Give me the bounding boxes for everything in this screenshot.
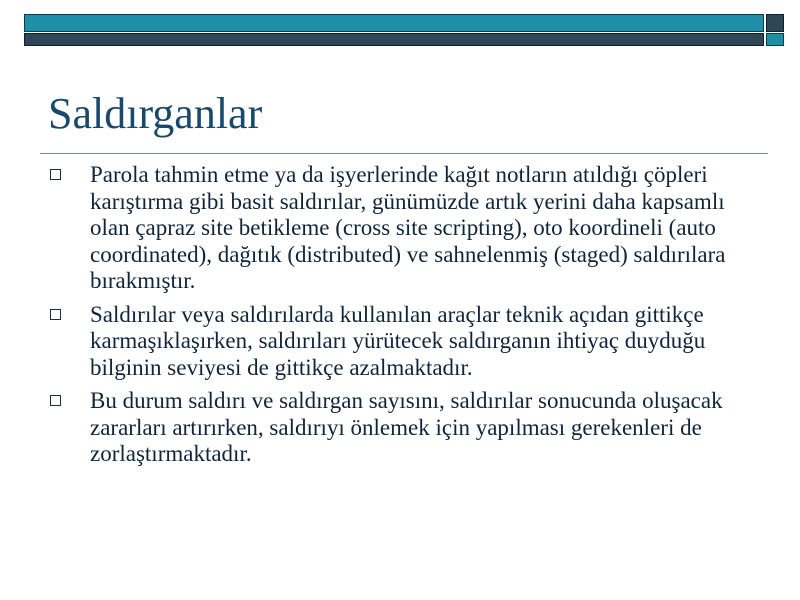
bullet-item-1 [50,162,760,295]
title-divider [40,153,768,154]
bullet-text-3: Bu durum saldırı ve saldırgan sayısını, saldırılar sonucunda oluşacak zararları artırırken, saldırıyı önlemek için yapılması gerekenleri de zorlaştırmaktadır. [90,388,723,466]
hollow-square-bullet-icon [50,395,61,406]
hollow-square-bullet-icon [50,309,61,320]
bullet-list [50,162,760,475]
header-square-slate [766,14,784,32]
bullet-text-2: Saldırılar veya saldırılarda kullanılan araçlar teknik açıdan gittikçe karmaşıklaşırken, saldırıları yürütecek saldırganın ihtiyaç duyduğu bilginin seviyesi de gittikçe azalmaktadır. [90,301,706,380]
slide-title: Saldırganlar [48,89,263,138]
header-bar-slate [24,33,764,46]
header-square-teal [766,33,784,46]
hollow-square-bullet-icon [50,169,61,180]
bullet-text-1: Parola tahmin etme ya da işyerlerinde kağıt notların atıldığı çöpleri karıştırma gibi basit saldırılar, günümüzde artık yerini daha kapsamlı olan çapraz site betikleme (cross site scripting), oto koordineli (auto coordinated), dağıtık (distributed) ve sahnelenmiş (staged) saldırılara bırakmıştır. [90,162,726,293]
bullet-item-2 [50,302,760,382]
header-bar-teal [24,14,764,32]
bullet-item-3 [50,388,760,468]
